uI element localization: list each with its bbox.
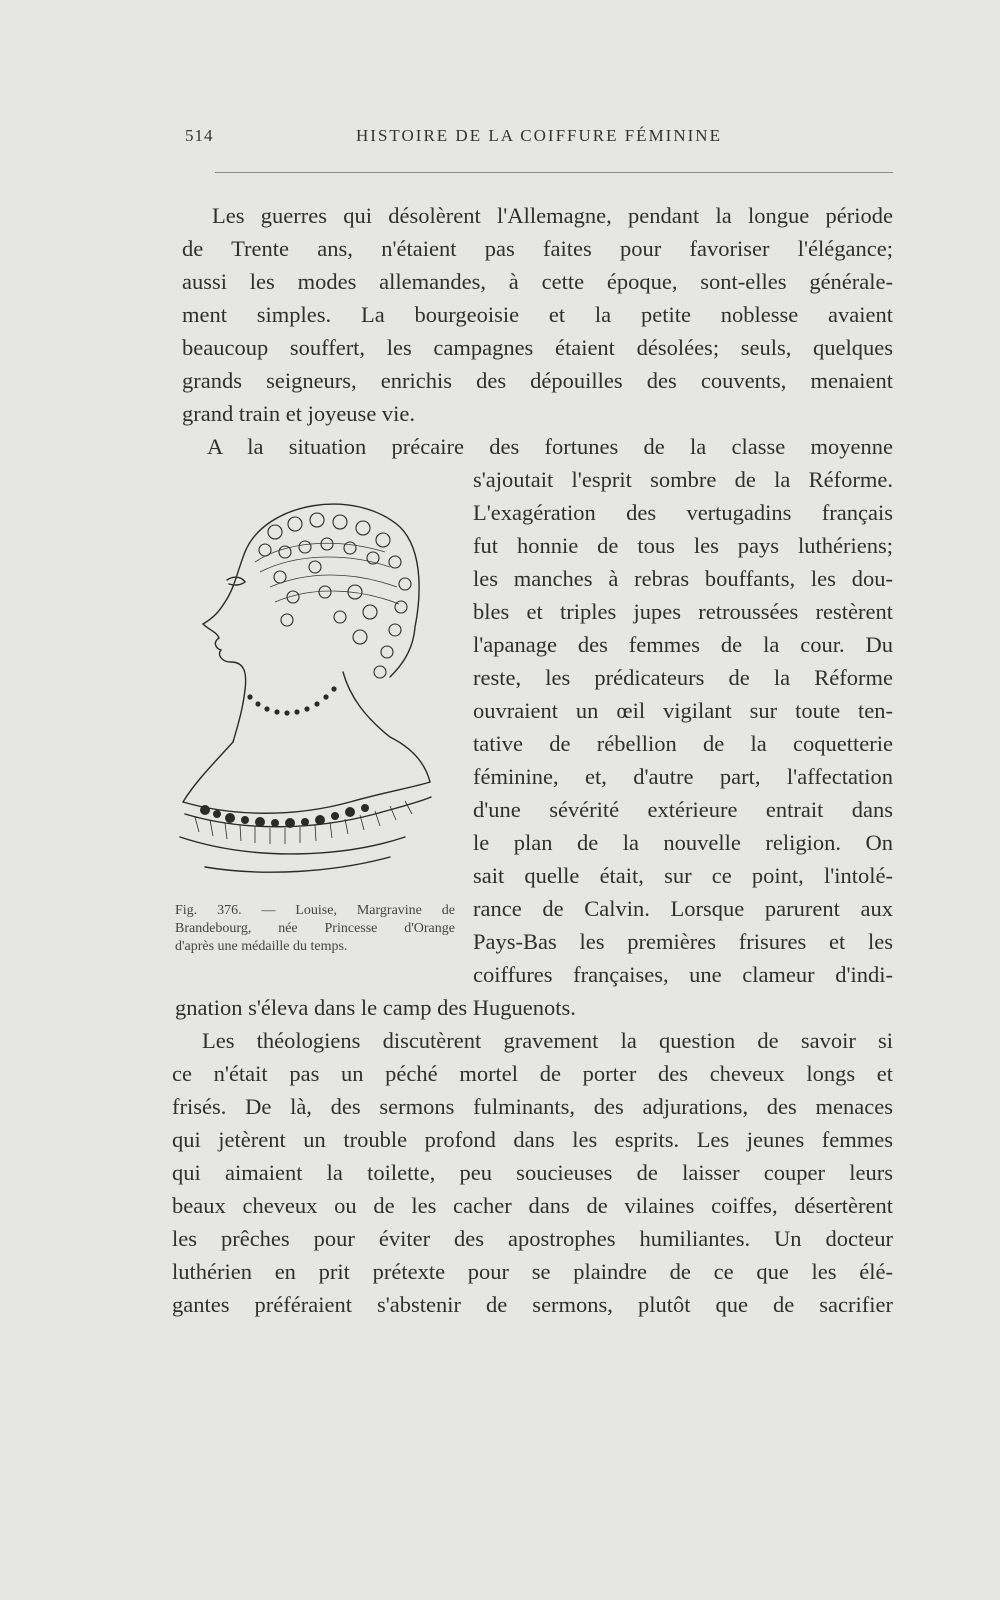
text-line: grand train et joyeuse vie. xyxy=(182,401,416,426)
text-line: luthérien en prit prétexte pour se plaindre de ce que les élé- xyxy=(172,1259,893,1284)
text-line: gantes préféraient s'abstenir de sermons, plutôt que de sacrifier xyxy=(172,1292,893,1317)
text-line: le plan de la nouvelle religion. On xyxy=(473,830,893,855)
portrait-engraving xyxy=(175,492,460,892)
text-line: les manches à rebras bouffants, les dou- xyxy=(473,566,893,591)
text-line: beaucoup souffert, les campagnes étaient désolées; seuls, quelques xyxy=(182,335,893,360)
text-line: les prêches pour éviter des apostrophes humiliantes. Un docteur xyxy=(172,1226,893,1251)
text-line: féminine, et, d'autre part, l'affectation xyxy=(473,764,893,789)
text-line: qui jetèrent un trouble profond dans les esprits. Les jeunes femmes xyxy=(172,1127,893,1152)
text-line: coiffures françaises, une clameur d'indi- xyxy=(473,962,893,987)
text-line: Les guerres qui désolèrent l'Allemagne, pendant la longue période xyxy=(212,203,893,228)
figure-caption xyxy=(175,902,455,956)
portrait-illustration xyxy=(175,492,460,892)
page-header xyxy=(185,126,893,156)
text-line: rance de Calvin. Lorsque parurent aux xyxy=(473,896,893,921)
text-line: fut honnie de tous les pays luthériens; xyxy=(473,533,893,558)
page-number: 514 xyxy=(185,126,214,145)
text-line: grands seigneurs, enrichis des dépouilles des couvents, menaient xyxy=(182,368,893,393)
text-line: beaux cheveux ou de les cacher dans de vilaines coiffes, désertèrent xyxy=(172,1193,893,1218)
text-line: L'exagération des vertugadins français xyxy=(473,500,893,525)
text-line: de Trente ans, n'étaient pas faites pour favoriser l'élégance; xyxy=(182,236,893,261)
text-line: Les théologiens discutèrent gravement la question de savoir si xyxy=(202,1028,893,1053)
text-line: gnation s'éleva dans le camp des Huguenots. xyxy=(175,995,576,1020)
text-line: bles et triples jupes retroussées restèrent xyxy=(473,599,893,624)
text-line: sait quelle était, sur ce point, l'intolé- xyxy=(473,863,893,888)
caption-line: d'après une médaille du temps. xyxy=(175,939,348,954)
text-line: ce n'était pas un péché mortel de porter des cheveux longs et xyxy=(172,1061,893,1086)
text-line: frisés. De là, des sermons fulminants, des adjurations, des menaces xyxy=(172,1094,893,1119)
caption-line: Fig. 376. — Louise, Margravine de xyxy=(175,903,455,918)
text-line: s'ajoutait l'esprit sombre de la Réforme. xyxy=(473,467,893,492)
text-line: aussi les modes allemandes, à cette époque, sont-elles générale- xyxy=(182,269,893,294)
header-rule xyxy=(215,172,893,173)
running-title: HISTOIRE DE LA COIFFURE FÉMININE xyxy=(356,126,722,145)
caption-line: Brandebourg, née Princesse d'Orange xyxy=(175,921,455,936)
text-line: A la situation précaire des fortunes de la classe moyenne xyxy=(207,434,893,459)
text-line: l'apanage des femmes de la cour. Du xyxy=(473,632,893,657)
text-line: qui aimaient la toilette, peu soucieuses de laisser couper leurs xyxy=(172,1160,893,1185)
text-line: ment simples. La bourgeoisie et la petite noblesse avaient xyxy=(182,302,893,327)
text-line: Pays-Bas les premières frisures et les xyxy=(473,929,893,954)
text-line: reste, les prédicateurs de la Réforme xyxy=(473,665,893,690)
text-line: ouvraient un œil vigilant sur toute ten- xyxy=(473,698,893,723)
text-line: d'une sévérité extérieure entrait dans xyxy=(473,797,893,822)
text-line: tative de rébellion de la coquetterie xyxy=(473,731,893,756)
